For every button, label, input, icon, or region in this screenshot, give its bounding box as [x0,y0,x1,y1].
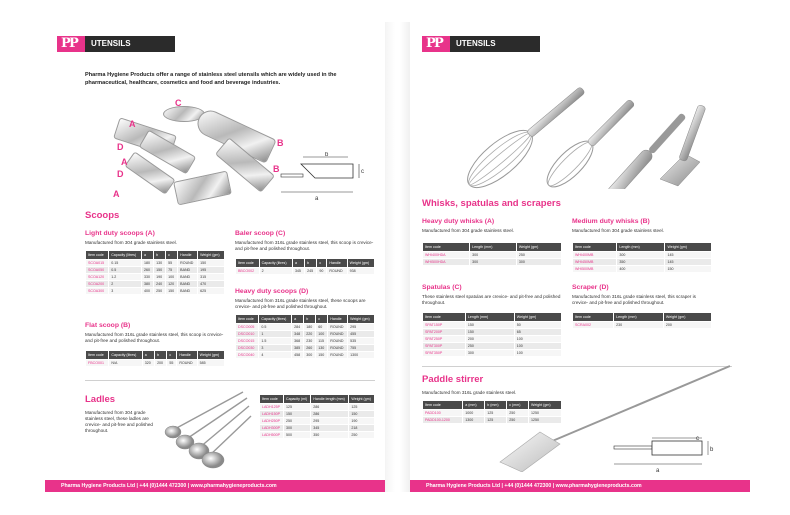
table-cell: 320 [142,360,154,367]
baler-scoop-table [235,258,375,275]
table-row [573,252,712,259]
table-cell: 250 [516,252,561,259]
table-header-row [236,315,375,324]
column-header: Handle [177,351,197,360]
column-header: Item code [86,251,109,260]
item-code-cell: SPAT250P [423,336,466,343]
table-row [86,360,225,367]
column-header: Item code [236,315,259,324]
light-duty-desc: Manufactured from 304 grade stainless steel. [85,240,177,245]
svg-text:a: a [315,196,319,202]
table-cell: 1.5 [259,338,292,345]
table-cell: 125 [485,417,507,424]
table-row [86,267,225,274]
section-divider [85,380,375,381]
table-cell: 150 [166,288,178,295]
table-cell: 130 [316,345,328,352]
table-cell: 145 [665,252,712,259]
table-cell: 220 [304,331,316,338]
ladles-photo [163,390,253,475]
table-cell: 150 [349,411,375,418]
table-cell: 150 [665,266,712,273]
table-cell: 0.5 [109,267,142,274]
table-row [236,352,375,359]
table-cell: 75 [166,267,178,274]
column-header: c [166,251,178,260]
column-header: Item code [423,313,466,322]
table-row [573,259,712,266]
table-header-row [573,243,712,252]
svg-text:a: a [656,468,660,474]
right-header-title: UTENSILS [450,36,540,52]
column-header: Weight (gm) [197,351,224,360]
table-row [236,324,375,331]
column-header: a (mm) [463,401,485,410]
table-cell: 345 [311,425,349,432]
table-cell: 195 [198,267,225,274]
table-cell: 1.2 [109,274,142,281]
right-header [422,36,540,52]
table-cell: 55 [166,260,178,267]
item-code-cell: FBCO001 [86,360,109,367]
whisks-photo [460,64,710,194]
table-cell: 145 [665,259,712,266]
table-cell: 470 [198,281,225,288]
table-cell: 455 [348,331,375,338]
item-code-cell: SCOA120 [86,274,109,281]
column-header: Item code [236,259,260,268]
table-header-row [423,313,562,322]
column-header: Weight (gm) [347,259,374,268]
item-code-cell: PADD100 [423,410,463,417]
table-cell: 295 [348,324,375,331]
column-header: Weight (gm) [198,251,225,260]
table-cell: 345 [292,268,304,275]
scraper-desc: Manufactured from 316L grade stainless steel, this scraper is crevice- and pit-free and polished throughout. [572,294,696,305]
photo-label: D [117,169,124,179]
table-cell: 3 [109,288,142,295]
photo-label: A [121,157,128,167]
table-cell: ROUND [327,268,347,275]
column-header: Weight (gm) [665,243,712,252]
column-header: Weight (gm) [514,313,561,322]
table-row [236,338,375,345]
table-cell: 190 [349,418,375,425]
item-code-cell: LADH500P [260,432,284,439]
table-cell: 240 [154,281,166,288]
table-cell: 230 [614,322,664,329]
table-cell: 150 [465,322,514,329]
item-code-cell: DSCO005 [236,324,259,331]
table-cell: 0.15 [109,260,142,267]
scraper-table [572,312,712,329]
column-header: Weight (gm) [529,401,562,410]
light-duty-table [85,250,225,295]
table-cell: 125 [485,410,507,417]
item-code-cell: SCOA050 [86,267,109,274]
table-header-row [260,395,375,404]
item-code-cell: SCOA200 [86,281,109,288]
table-row [260,404,375,411]
table-header-row [423,243,562,252]
column-header: b [305,259,317,268]
item-code-cell: SPAT300P [423,343,466,350]
item-code-cell: SPAT200P [423,329,466,336]
table-cell: 300 [465,350,514,357]
table-cell: 458 [292,352,304,359]
column-header: Capacity (litres) [259,315,292,324]
table-cell: BAND [178,267,198,274]
heavy-duty-title: Heavy duty scoops (D) [235,288,309,295]
item-code-cell: DSCO015 [236,338,259,345]
table-cell: 50 [514,322,561,329]
table-cell: 180 [304,324,316,331]
left-header-title: UTENSILS [85,36,175,52]
column-header: Handle [328,315,348,324]
table-cell: 250 [283,418,310,425]
table-cell: 300 [283,425,310,432]
table-cell: 115 [316,338,328,345]
table-cell: 55 [167,360,177,367]
spatulas-desc: These stainless steel spatulas are crevice- and pit-free and polished throughout. [422,294,561,305]
column-header: Handle [178,251,198,260]
table-cell: 625 [198,288,225,295]
table-cell: ROUND [328,331,348,338]
column-header: b [304,315,316,324]
scraper-title: Scraper (D) [572,284,609,291]
whisks-section-title: Whisks, spatulas and scrapers [422,198,561,209]
table-cell: BAND [178,288,198,295]
column-header: c (mm) [507,401,529,410]
column-header: Length (mm) [614,313,664,322]
table-cell: 300 [617,252,665,259]
paddle-title: Paddle stirrer [422,374,484,385]
table-cell: 100 [316,331,328,338]
table-cell: ROUND [328,324,348,331]
table-cell: 1250 [529,410,562,417]
column-header: Item code [423,243,470,252]
table-header-row [86,351,225,360]
column-header: Handle length (mm) [311,395,349,404]
table-cell: 300 [470,252,517,259]
table-cell: 585 [197,360,224,367]
item-code-cell: WHI400MB [573,252,617,259]
column-header: Item code [573,313,614,322]
column-header: Item code [86,351,109,360]
table-cell: 286 [311,411,349,418]
photo-label: A [113,189,120,199]
table-cell: 938 [347,268,374,275]
table-cell: 120 [166,281,178,288]
table-cell: 535 [348,338,375,345]
brand-logo: P P [422,36,450,52]
light-duty-title: Light duty scoops (A) [85,230,155,237]
heavy-duty-table [235,314,375,359]
table-cell: 368 [292,338,304,345]
column-header: a [142,251,154,260]
column-header: Capacity (ml) [283,395,310,404]
table-cell: 286 [311,404,349,411]
table-cell: 65 [514,329,561,336]
item-code-cell: WHI450MB [573,259,617,266]
svg-text:c: c [361,169,364,175]
table-cell: 250 [465,343,514,350]
item-code-cell: SPAT150P [423,322,466,329]
column-header: a [292,259,304,268]
table-cell: 260 [142,267,154,274]
table-cell: 0.5 [259,324,292,331]
table-cell: 400 [142,288,154,295]
column-header: Item code [573,243,617,252]
table-cell: 2 [259,268,292,275]
paddle-dimension-diagram [610,436,720,476]
column-header: Item code [423,401,463,410]
table-cell: 100 [514,343,561,350]
column-header: c [316,315,328,324]
table-cell: 284 [292,324,304,331]
table-cell: 150 [154,267,166,274]
scoop-dimension-diagram [273,152,373,212]
table-cell: 350 [311,432,349,439]
item-code-cell: WHI500MB [573,266,617,273]
table-cell: 200 [465,336,514,343]
table-cell: 125 [349,404,375,411]
table-cell: ROUND [177,360,197,367]
item-code-cell: WHI500HDA [423,259,470,266]
table-row [573,266,712,273]
table-cell: 150 [316,352,328,359]
table-cell: 1250 [529,417,562,424]
intro-text: Pharma Hygiene Products offer a range of stainless steel utensils which are widely used in the pharmaceutical, healthcare, cosmetics and food and beverage industries. [85,72,337,86]
heavy-whisk-desc: Manufactured from 304 grade stainless steel. [422,228,514,233]
table-row [86,281,225,288]
table-cell: 300 [470,259,517,266]
item-code-cell: DSCO040 [236,352,259,359]
table-cell: 300 [304,352,316,359]
flat-scoop-title: Flat scoop (B) [85,322,131,329]
table-cell: BAND [178,274,198,281]
paddle-desc: Manufactured from 316L grade stainless steel. [422,390,517,395]
table-row [423,329,562,336]
table-row [260,432,375,439]
column-header: c [167,351,177,360]
column-header: Capacity (litres) [259,259,292,268]
item-code-cell: BBCO002 [236,268,260,275]
photo-label: A [129,119,136,129]
item-code-cell: PADD100-1200 [423,417,463,424]
table-cell: 295 [311,418,349,425]
table-cell: ROUND [328,338,348,345]
flat-scoop-table [85,350,225,367]
table-cell: 125 [283,404,310,411]
column-header: Weight (gm) [348,315,375,324]
brand-logo: P P [57,36,85,52]
table-cell: 755 [348,345,375,352]
item-code-cell: SCRA002 [573,322,614,329]
table-cell: 150 [198,260,225,267]
ladles-title: Ladles [85,394,116,405]
table-cell: 100 [514,350,561,357]
svg-text:c: c [696,436,699,442]
table-cell: 385 [292,345,304,352]
table-row [423,336,562,343]
column-header: Length (mm) [470,243,517,252]
table-row [573,322,712,329]
left-footer: Pharma Hygiene Products Ltd | +44 (0)1444 472300 | www.pharmahygieneproducts.com [45,480,385,492]
item-code-cell: LADH125P [260,404,284,411]
table-cell: 200 [155,360,167,367]
table-cell: 348 [292,331,304,338]
table-cell: 3 [259,345,292,352]
item-code-cell: WHI400HDA [423,252,470,259]
table-row [86,260,225,267]
table-cell: 60 [316,324,328,331]
baler-scoop-title: Baler scoop (C) [235,230,286,237]
spatulas-title: Spatulas (C) [422,284,462,291]
table-row [260,418,375,425]
flat-scoop-desc: Manufactured from 316L grade stainless steel, this scoop is crevice- and pit-free and polished throughout. [85,332,224,343]
photo-label: C [175,98,182,108]
item-code-cell: LADH300P [260,425,284,432]
column-header: b [154,251,166,260]
table-row [423,259,562,266]
table-row [423,322,562,329]
gutter [385,22,410,492]
table-cell: 245 [305,268,317,275]
table-cell: 350 [617,259,665,266]
table-header-row [236,259,375,268]
item-code-cell: LADH250P [260,418,284,425]
column-header: a [292,315,304,324]
table-cell: 250 [507,410,529,417]
column-header: Capacity (litres) [109,351,142,360]
table-cell: ROUND [328,345,348,352]
table-row [423,343,562,350]
column-header: c [317,259,327,268]
table-cell: 100 [166,274,178,281]
table-cell: 150 [465,329,514,336]
item-code-cell: SPAT350P [423,350,466,357]
column-header: Weight (gm) [663,313,711,322]
table-row [236,345,375,352]
table-row [86,274,225,281]
column-header: Capacity (litres) [109,251,142,260]
right-footer: Pharma Hygiene Products Ltd | +44 (0)1444 472300 | www.pharmahygieneproducts.com [410,480,750,492]
table-cell: 300 [516,259,561,266]
table-cell: 400 [617,266,665,273]
table-cell: 150 [283,411,310,418]
table-cell: 200 [663,322,711,329]
medium-whisk-desc: Manufactured from 304 grade stainless steel. [572,228,664,233]
table-header-row [86,251,225,260]
table-cell: 250 [349,432,375,439]
item-code-cell: SCOA015 [86,260,109,267]
heavy-duty-desc: Manufactured from 316L grade stainless steel, these scoops are crevice- and pit-free and polished throughout. [235,298,366,309]
baler-scoop-desc: Manufactured from 316L grade stainless steel, this scoop is crevice- and pit-free and polished throughout. [235,240,374,251]
svg-text:b: b [710,447,714,453]
scoops-title: Scoops [85,210,120,221]
table-row [86,288,225,295]
column-header: Weight (gm) [516,243,561,252]
column-header: b [155,351,167,360]
item-code-cell: SCOA300 [86,288,109,295]
ladles-table [259,394,375,439]
photo-label: B [277,138,284,148]
column-header: b (mm) [485,401,507,410]
medium-whisk-table [572,242,712,273]
right-page [410,22,750,492]
table-cell: N/A [109,360,142,367]
table-cell: 190 [154,274,166,281]
table-cell: 500 [283,432,310,439]
table-cell: 1300 [348,352,375,359]
table-row [236,268,375,275]
table-cell: 1 [259,331,292,338]
table-cell: 315 [198,274,225,281]
table-cell: ROUND [328,352,348,359]
table-row [260,411,375,418]
left-header [57,36,175,52]
column-header: Item code [260,395,284,404]
table-row [260,425,375,432]
table-row [423,252,562,259]
table-cell: 130 [154,260,166,267]
table-cell: ROUND [178,260,198,267]
left-page [45,22,385,492]
column-header: Length (mm) [465,313,514,322]
column-header: Handle [327,259,347,268]
column-header: Weight (gm) [349,395,375,404]
table-cell: 1300 [463,417,485,424]
table-header-row [573,313,712,322]
table-cell: 180 [142,260,154,267]
table-cell: 90 [317,268,327,275]
photo-label: D [117,142,124,152]
medium-whisk-title: Medium duty whisks (B) [572,218,650,225]
table-cell: 330 [142,274,154,281]
table-cell: 250 [154,288,166,295]
heavy-whisk-title: Heavy duty whisks (A) [422,218,495,225]
table-cell: 260 [304,345,316,352]
table-cell: 100 [514,336,561,343]
item-code-cell: DSCO010 [236,331,259,338]
table-cell: BAND [178,281,198,288]
heavy-whisk-table [422,242,562,266]
scoops-photo [95,94,300,209]
spatulas-table [422,312,562,357]
column-header: Length (mm) [617,243,665,252]
svg-text:b: b [325,152,329,158]
table-cell: 1000 [463,410,485,417]
ladles-desc: Manufactured from 304 grade stainless steel, these ladles are crevice- and pit-free and polished throughout. [85,410,153,433]
table-cell: 250 [507,417,529,424]
photo-label: B [273,164,280,174]
table-row [423,350,562,357]
item-code-cell: DSCO030 [236,345,259,352]
table-cell: 218 [349,425,375,432]
table-cell: 230 [304,338,316,345]
table-cell: 380 [142,281,154,288]
table-cell: 4 [259,352,292,359]
column-header: a [142,351,154,360]
item-code-cell: LADH150P [260,411,284,418]
table-cell: 2 [109,281,142,288]
table-row [236,331,375,338]
